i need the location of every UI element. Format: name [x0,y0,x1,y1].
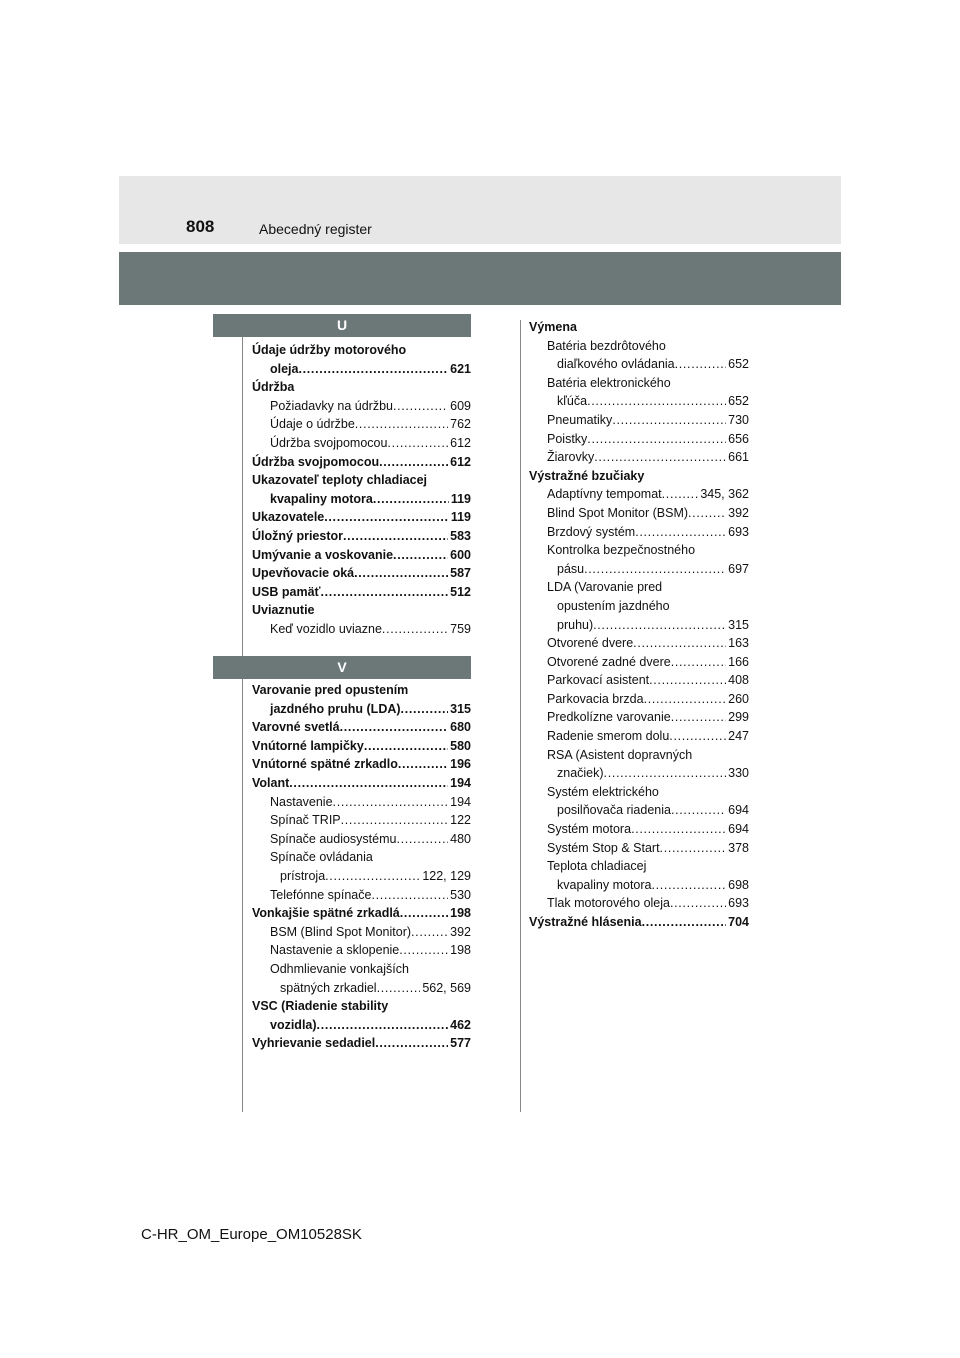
index-term: BSM (Blind Spot Monitor) [270,924,412,939]
index-term: USB pamäť [252,584,321,599]
header-dark-band [119,252,841,305]
dot-leader [355,415,448,434]
index-entry [529,764,749,783]
dot-leader [642,913,727,932]
dot-leader [343,527,448,546]
index-entry [252,415,471,434]
index-entry [252,997,471,1016]
page-reference: 762 [450,417,471,432]
index-term: Údržba svojpomocou [270,435,388,450]
header-top-band [119,176,841,244]
section-header-v: V [213,656,471,679]
index-entry [529,801,749,820]
page-reference: 697 [728,561,749,576]
index-entry [529,857,749,876]
page-reference: 580 [450,738,471,753]
dot-leader [373,490,449,509]
dot-leader [371,886,448,905]
index-entry [529,374,749,393]
dot-leader [671,801,726,820]
page-reference: 530 [450,887,471,902]
dot-leader [377,979,421,998]
page-reference: 122 [450,813,471,828]
page-reference: 609 [450,398,471,413]
page-reference: 315 [450,701,471,716]
dot-leader [631,820,726,839]
index-entry [529,653,749,672]
dot-leader [382,620,448,639]
index-term: Výstražné bzučiaky [529,468,645,483]
dot-leader [671,708,726,727]
page-reference: 480 [450,831,471,846]
index-term: Ukazovatele [252,510,325,525]
dot-leader [317,1016,449,1035]
index-term: Radenie smerom dolu [547,729,670,744]
index-term: Poistky [547,431,588,446]
page-reference: 577 [450,1036,471,1051]
index-entry [252,718,471,737]
index-list-v [252,681,471,1053]
index-term: prístroja [280,868,326,883]
index-term: Vyhrievanie sedadiel [252,1036,376,1051]
dot-leader [652,876,727,895]
index-entry [252,1034,471,1053]
dot-leader [401,700,449,719]
index-term: Výmena [529,320,577,334]
page-reference: 247 [728,729,749,744]
dot-leader [633,634,726,653]
index-term: oleja [270,361,299,376]
index-term: Varovné svetlá [252,720,340,735]
index-term: Adaptívny tempomat [547,487,662,502]
dot-leader [393,397,448,416]
index-entry [529,671,749,690]
page-reference: 166 [728,654,749,669]
index-term: Umývanie a voskovanie [252,547,394,562]
index-term: Ukazovateľ teploty chladiacej [252,473,428,488]
index-term: Systém elektrického [547,784,659,799]
index-entry [252,620,471,639]
index-entry [252,508,471,527]
index-term: značiek) [557,766,604,781]
page-reference: 693 [728,896,749,911]
index-term: Keď vozidlo uviazne [270,621,382,636]
index-entry [529,337,749,356]
page-reference: 194 [450,794,471,809]
index-term: diaľkového ovládania [557,357,675,372]
dot-leader [379,453,448,472]
page-reference: 345, 362 [700,487,749,502]
dot-leader [324,508,449,527]
index-term: posilňovača riadenia [557,803,671,818]
dot-leader [594,448,726,467]
index-term: Údržba svojpomocou [252,454,380,469]
index-term: Žiarovky [547,450,595,465]
page-reference: 656 [728,431,749,446]
index-entry [529,876,749,895]
index-term: opustením jazdného [557,598,670,613]
index-entry [529,485,749,504]
index-entry [529,578,749,597]
index-entry [252,700,471,719]
index-entry [252,923,471,942]
page-reference: 612 [450,435,471,450]
dot-leader [587,392,726,411]
index-term: pásu [557,561,585,576]
index-entry [252,681,471,700]
index-entry [252,583,471,602]
page-reference: 378 [728,840,749,855]
page-reference: 194 [450,775,471,790]
page-reference: 759 [450,621,471,636]
index-entry [529,746,749,765]
dot-leader [662,485,699,504]
index-term: Brzdový systém [547,524,636,539]
page-reference: 122, 129 [422,868,471,883]
page-title: Abecedný register [259,221,372,237]
dot-leader [364,737,448,756]
index-entry [252,793,471,812]
index-entry [529,541,749,560]
dot-leader [644,690,727,709]
index-term: Uviaznutie [252,603,315,618]
index-term: Úložný priestor [252,528,343,543]
index-entry [252,960,471,979]
dot-leader [396,830,448,849]
page-reference: 612 [450,454,471,469]
index-term: Požiadavky na údržbu [270,398,393,413]
dot-leader [675,355,727,374]
index-entry [252,737,471,756]
index-list-column-2 [529,318,749,932]
index-entry [252,774,471,793]
dot-leader [393,546,448,565]
page-reference: 661 [728,450,749,465]
dot-leader [387,434,448,453]
index-term: Systém motora [547,822,632,837]
index-entry [252,564,471,583]
index-term: Batéria elektronického [547,375,671,390]
index-entry [252,755,471,774]
page-reference: 299 [728,710,749,725]
index-term: Systém Stop & Start [547,840,660,855]
dot-leader [340,718,449,737]
page-reference: 562, 569 [422,980,471,995]
page-reference: 196 [450,757,471,772]
index-term: Telefónne spínače [270,887,372,902]
page-reference: 698 [728,877,749,892]
index-entry [252,904,471,923]
index-term: Vnútorné lampičky [252,738,364,753]
dot-leader [669,727,726,746]
index-entry [252,830,471,849]
index-entry [529,727,749,746]
index-term: LDA (Varovanie pred [547,580,663,595]
index-term: Spínač TRIP [270,813,341,828]
page-reference: 512 [450,584,471,599]
index-term: Spínače audiosystému [270,831,397,846]
index-entry [529,820,749,839]
dot-leader [375,1034,448,1053]
page-reference: 260 [728,691,749,706]
page-reference: 587 [450,566,471,581]
dot-leader [612,411,726,430]
index-term: Odhmlievanie vonkajších [270,961,409,976]
index-list-u [252,341,471,639]
index-entry [252,979,471,998]
section-header-u: U [213,314,471,337]
index-term: Nastavenie a sklopenie [270,943,400,958]
index-term: pruhu) [557,617,594,632]
page-reference: 198 [450,943,471,958]
index-entry [529,616,749,635]
index-term: Batéria bezdrôtového [547,338,666,353]
index-entry [529,839,749,858]
index-term: jazdného pruhu (LDA) [270,701,401,716]
index-entry [529,634,749,653]
index-entry [529,708,749,727]
index-term: Nastavenie [270,794,333,809]
index-entry [529,783,749,802]
page-reference: 119 [450,491,471,506]
dot-leader [333,793,449,812]
index-term: Blind Spot Monitor (BSM) [547,505,689,520]
page-number: 808 [186,217,215,236]
dot-leader [670,894,726,913]
page-reference: 694 [728,803,749,818]
dot-leader [399,941,448,960]
page-reference: 704 [728,915,749,929]
index-term: spätných zrkadiel [280,980,377,995]
page-reference: 652 [728,394,749,409]
dot-leader [354,564,448,583]
column-divider-middle [520,320,521,1112]
index-term: Vonkajšie spätné zrkadlá [252,906,400,921]
index-entry [529,894,749,913]
index-term: Varovanie pred opustením [252,683,409,697]
dot-leader [671,653,726,672]
dot-leader [660,839,727,858]
index-entry [252,453,471,472]
dot-leader [593,616,726,635]
index-entry [252,941,471,960]
dot-leader [299,360,449,379]
index-entry [252,546,471,565]
dot-leader [398,755,448,774]
document-id: C-HR_OM_Europe_OM10528SK [141,1226,362,1243]
index-entry [529,448,749,467]
page-reference: 730 [728,412,749,427]
index-term: Výstražné hlásenia [529,915,642,929]
index-entry [529,913,749,932]
dot-leader [325,867,420,886]
page-reference: 392 [728,505,749,520]
index-term: vozidla) [270,1017,317,1032]
dot-leader [400,904,448,923]
page-reference: 680 [450,720,471,735]
index-term: Otvorené dvere [547,636,634,651]
index-entry [529,467,749,486]
index-term: Otvorené zadné dvere [547,654,671,669]
dot-leader [649,671,726,690]
index-entry [529,560,749,579]
index-entry [529,411,749,430]
index-term: Volant [252,775,290,790]
index-entry [529,523,749,542]
page-reference: 392 [450,924,471,939]
dot-leader [635,523,726,542]
index-term: Vnútorné spätné zrkadlo [252,757,398,772]
index-term: Predkolízne varovanie [547,710,671,725]
page-reference: 583 [450,528,471,543]
index-term: kľúča [557,394,588,409]
index-term: Upevňovacie oká [252,566,355,581]
index-term: RSA (Asistent dopravných [547,747,693,762]
index-entry [252,886,471,905]
dot-leader [321,583,449,602]
page-reference: 315 [728,617,749,632]
index-term: Údržba [252,380,295,395]
index-entry [252,434,471,453]
dot-leader [587,430,726,449]
page-reference: 600 [450,547,471,562]
index-entry [252,341,471,360]
index-entry [252,360,471,379]
index-entry [252,811,471,830]
page-reference: 119 [450,510,471,525]
page-reference: 693 [728,524,749,539]
index-entry [529,355,749,374]
dot-leader [341,811,449,830]
index-term: Údaje údržby motorového [252,343,407,357]
dot-leader [604,764,727,783]
index-entry [529,504,749,523]
index-entry [252,848,471,867]
dot-leader [688,504,726,523]
index-entry [252,378,471,397]
index-entry [252,397,471,416]
page-reference: 198 [450,906,471,921]
index-entry [252,471,471,490]
index-term: kvapaliny motora [270,491,373,506]
dot-leader [584,560,726,579]
index-entry [529,430,749,449]
page-reference: 652 [728,357,749,372]
index-entry [529,597,749,616]
index-term: Kontrolka bezpečnostného [547,543,696,558]
index-entry [252,601,471,620]
index-entry [529,690,749,709]
index-term: Parkovací asistent [547,673,650,688]
index-entry [252,867,471,886]
index-term: Spínače ovládania [270,850,373,865]
dot-leader [411,923,448,942]
page-reference: 163 [728,636,749,651]
page-reference: 694 [728,822,749,837]
page-reference: 621 [450,361,471,376]
index-term: Údaje o údržbe [270,417,355,432]
index-entry [252,490,471,509]
index-entry [252,1016,471,1035]
index-term: Teplota chladiacej [547,859,647,874]
index-term: kvapaliny motora [557,877,652,892]
page-reference: 330 [728,766,749,781]
page-reference: 408 [728,673,749,688]
index-term: Parkovacia brzda [547,691,644,706]
index-term: Pneumatiky [547,412,613,427]
index-term: Tlak motorového oleja [547,896,670,911]
index-entry [529,392,749,411]
index-entry [529,318,749,337]
dot-leader [289,774,448,793]
index-entry [252,527,471,546]
page-reference: 462 [450,1017,471,1032]
index-term: VSC (Riadenie stability [252,999,389,1014]
column-divider-left [242,320,243,1112]
